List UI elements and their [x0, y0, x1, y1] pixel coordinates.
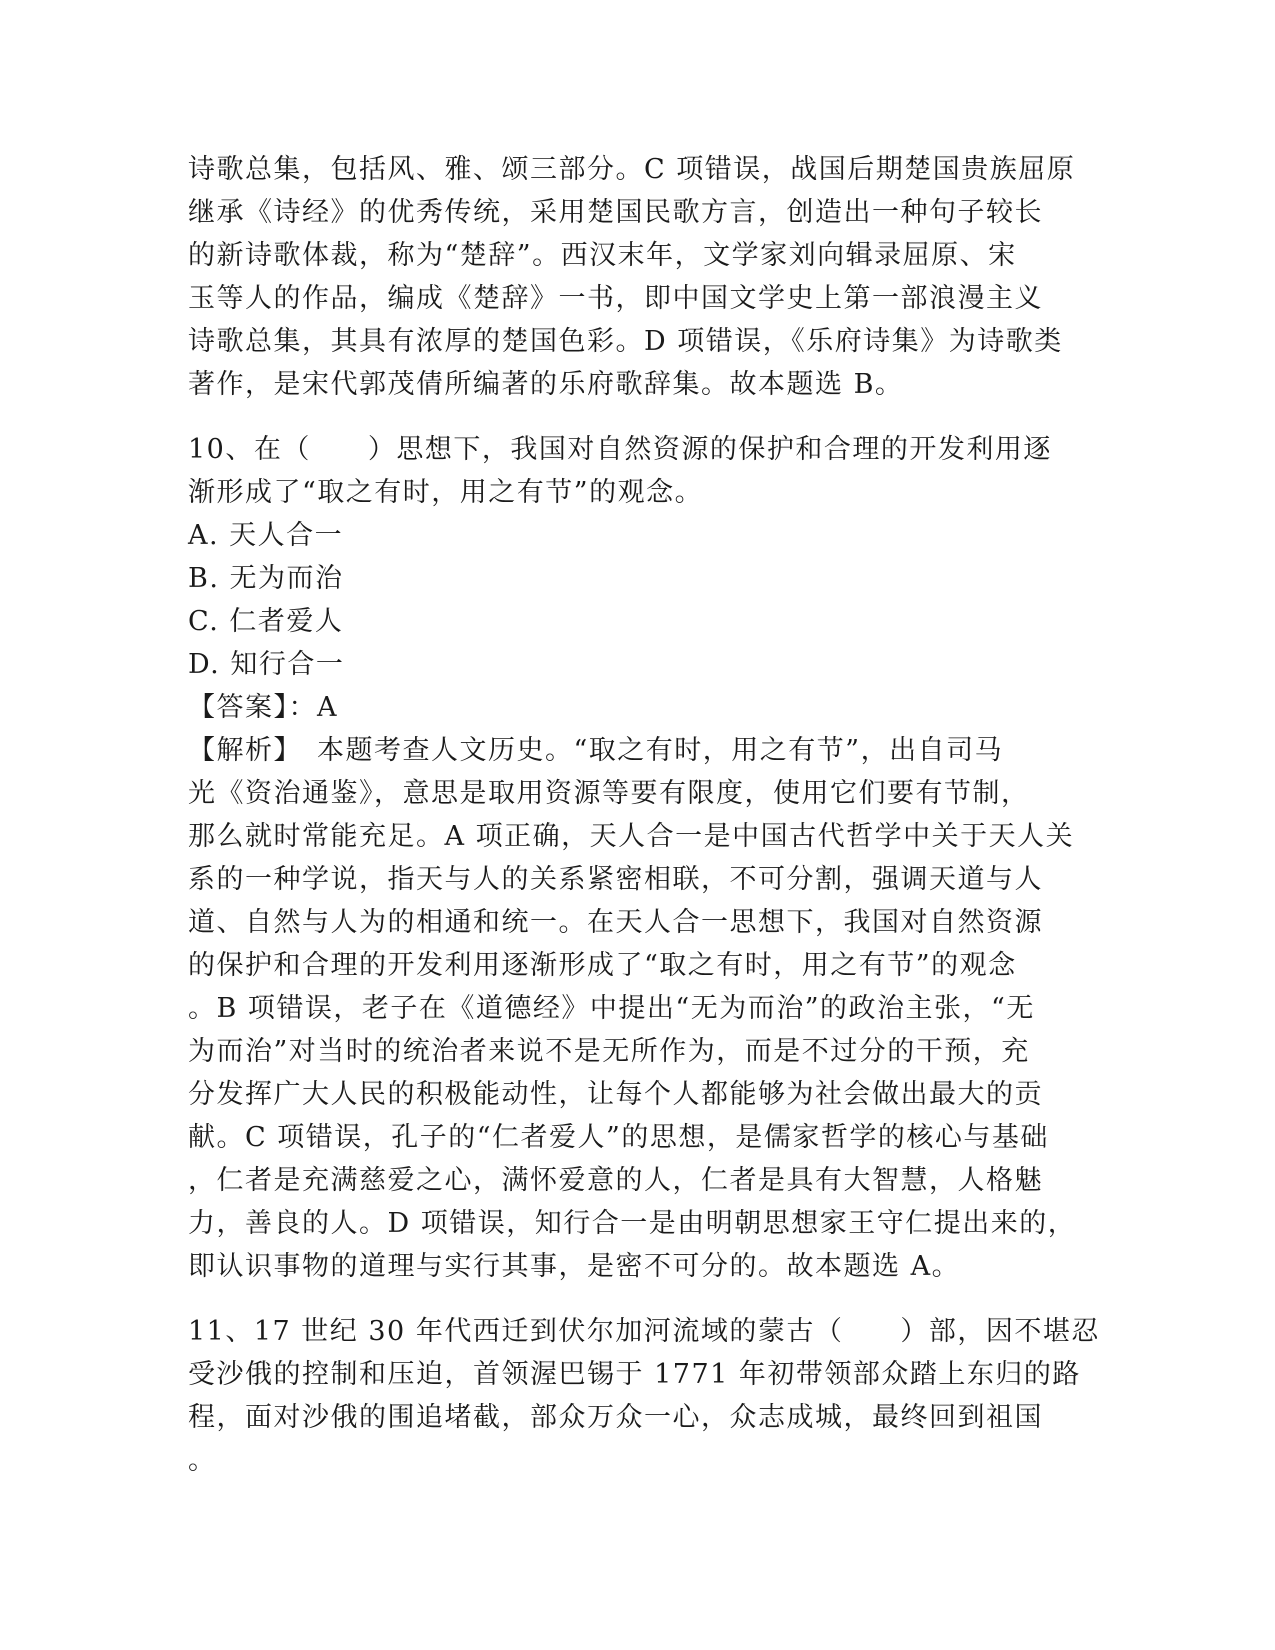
- document-page: [188, 148, 1100, 1482]
- answer-line: 【答案】：A: [188, 692, 338, 723]
- analysis-line: 光《资治通鉴》，意思是取用资源等要有限度，使用它们要有节制，: [188, 778, 1030, 809]
- question-stem: 11、17 世纪 30 年代西迁到伏尔加河流域的蒙古（ ）部，因不堪忍: [188, 1316, 1100, 1347]
- option-a: A. 天人合一: [188, 520, 344, 551]
- question-stem: 程，面对沙俄的围追堵截，部众万众一心，众志成城，最终回到祖国: [188, 1402, 1043, 1433]
- text-line: 诗歌总集，包括风、雅、颂三部分。C 项错误，战国后期楚国贵族屈原: [188, 154, 1076, 185]
- analysis-line: 即认识事物的道理与实行其事，是密不可分的。故本题选 A。: [188, 1251, 961, 1282]
- text-line: 诗歌总集，其具有浓厚的楚国色彩。D 项错误，《乐府诗集》为诗歌类: [188, 326, 1063, 357]
- text-line: 的新诗歌体裁，称为“楚辞”。西汉末年，文学家刘向辑录屈原、宋: [188, 240, 1017, 271]
- analysis-line: 系的一种学说，指天与人的关系紧密相联，不可分割，强调天道与人: [188, 864, 1043, 895]
- analysis-line: 道、自然与人为的相通和统一。在天人合一思想下，我国对自然资源: [188, 907, 1043, 938]
- text-line: 著作，是宋代郭茂倩所编著的乐府歌辞集。故本题选 B。: [188, 369, 904, 400]
- question-stem: 渐形成了“取之有时，用之有节”的观念。: [188, 477, 704, 508]
- question-10: [188, 428, 1088, 1288]
- question-stem: 10、在（ ）思想下，我国对自然资源的保护和合理的开发利用逐: [188, 434, 1052, 465]
- analysis-line: 。B 项错误，老子在《道德经》中提出“无为而治”的政治主张，“无: [188, 993, 1035, 1024]
- text-line: 玉等人的作品，编成《楚辞》一书，即中国文学史上第一部浪漫主义: [188, 283, 1043, 314]
- analysis-line: ，仁者是充满慈爱之心，满怀爱意的人，仁者是具有大智慧，人格魅: [188, 1165, 1043, 1196]
- spacer: [188, 406, 1088, 428]
- analysis-line: 为而治”对当时的统治者来说不是无所作为，而是不过分的干预，充: [188, 1036, 1030, 1067]
- text-line: 继承《诗经》的优秀传统，采用楚国民歌方言，创造出一种句子较长: [188, 197, 1043, 228]
- question-11: [188, 1310, 1100, 1482]
- previous-explanation: [188, 148, 1088, 406]
- question-stem: 受沙俄的控制和压迫，首领渥巴锡于 1771 年初带领部众踏上东归的路: [188, 1359, 1081, 1390]
- analysis-line: 献。C 项错误，孔子的“仁者爱人”的思想，是儒家哲学的核心与基础: [188, 1122, 1049, 1153]
- option-b: B. 无为而治: [188, 563, 344, 594]
- analysis-line: 分发挥广大人民的积极能动性，让每个人都能够为社会做出最大的贡: [188, 1079, 1043, 1110]
- option-d: D. 知行合一: [188, 649, 345, 680]
- analysis-line: 力，善良的人。D 项错误，知行合一是由明朝思想家王守仁提出来的，: [188, 1208, 1077, 1239]
- analysis-line: 的保护和合理的开发利用逐渐形成了“取之有时，用之有节”的观念: [188, 950, 1017, 981]
- question-stem: 。: [188, 1445, 217, 1476]
- analysis-line: 那么就时常能充足。A 项正确，天人合一是中国古代哲学中关于天人关: [188, 821, 1075, 852]
- spacer: [188, 1288, 1088, 1310]
- analysis-line: 【解析】 本题考查人文历史。“取之有时，用之有节”，出自司马: [188, 735, 1004, 766]
- option-c: C. 仁者爱人: [188, 606, 344, 637]
